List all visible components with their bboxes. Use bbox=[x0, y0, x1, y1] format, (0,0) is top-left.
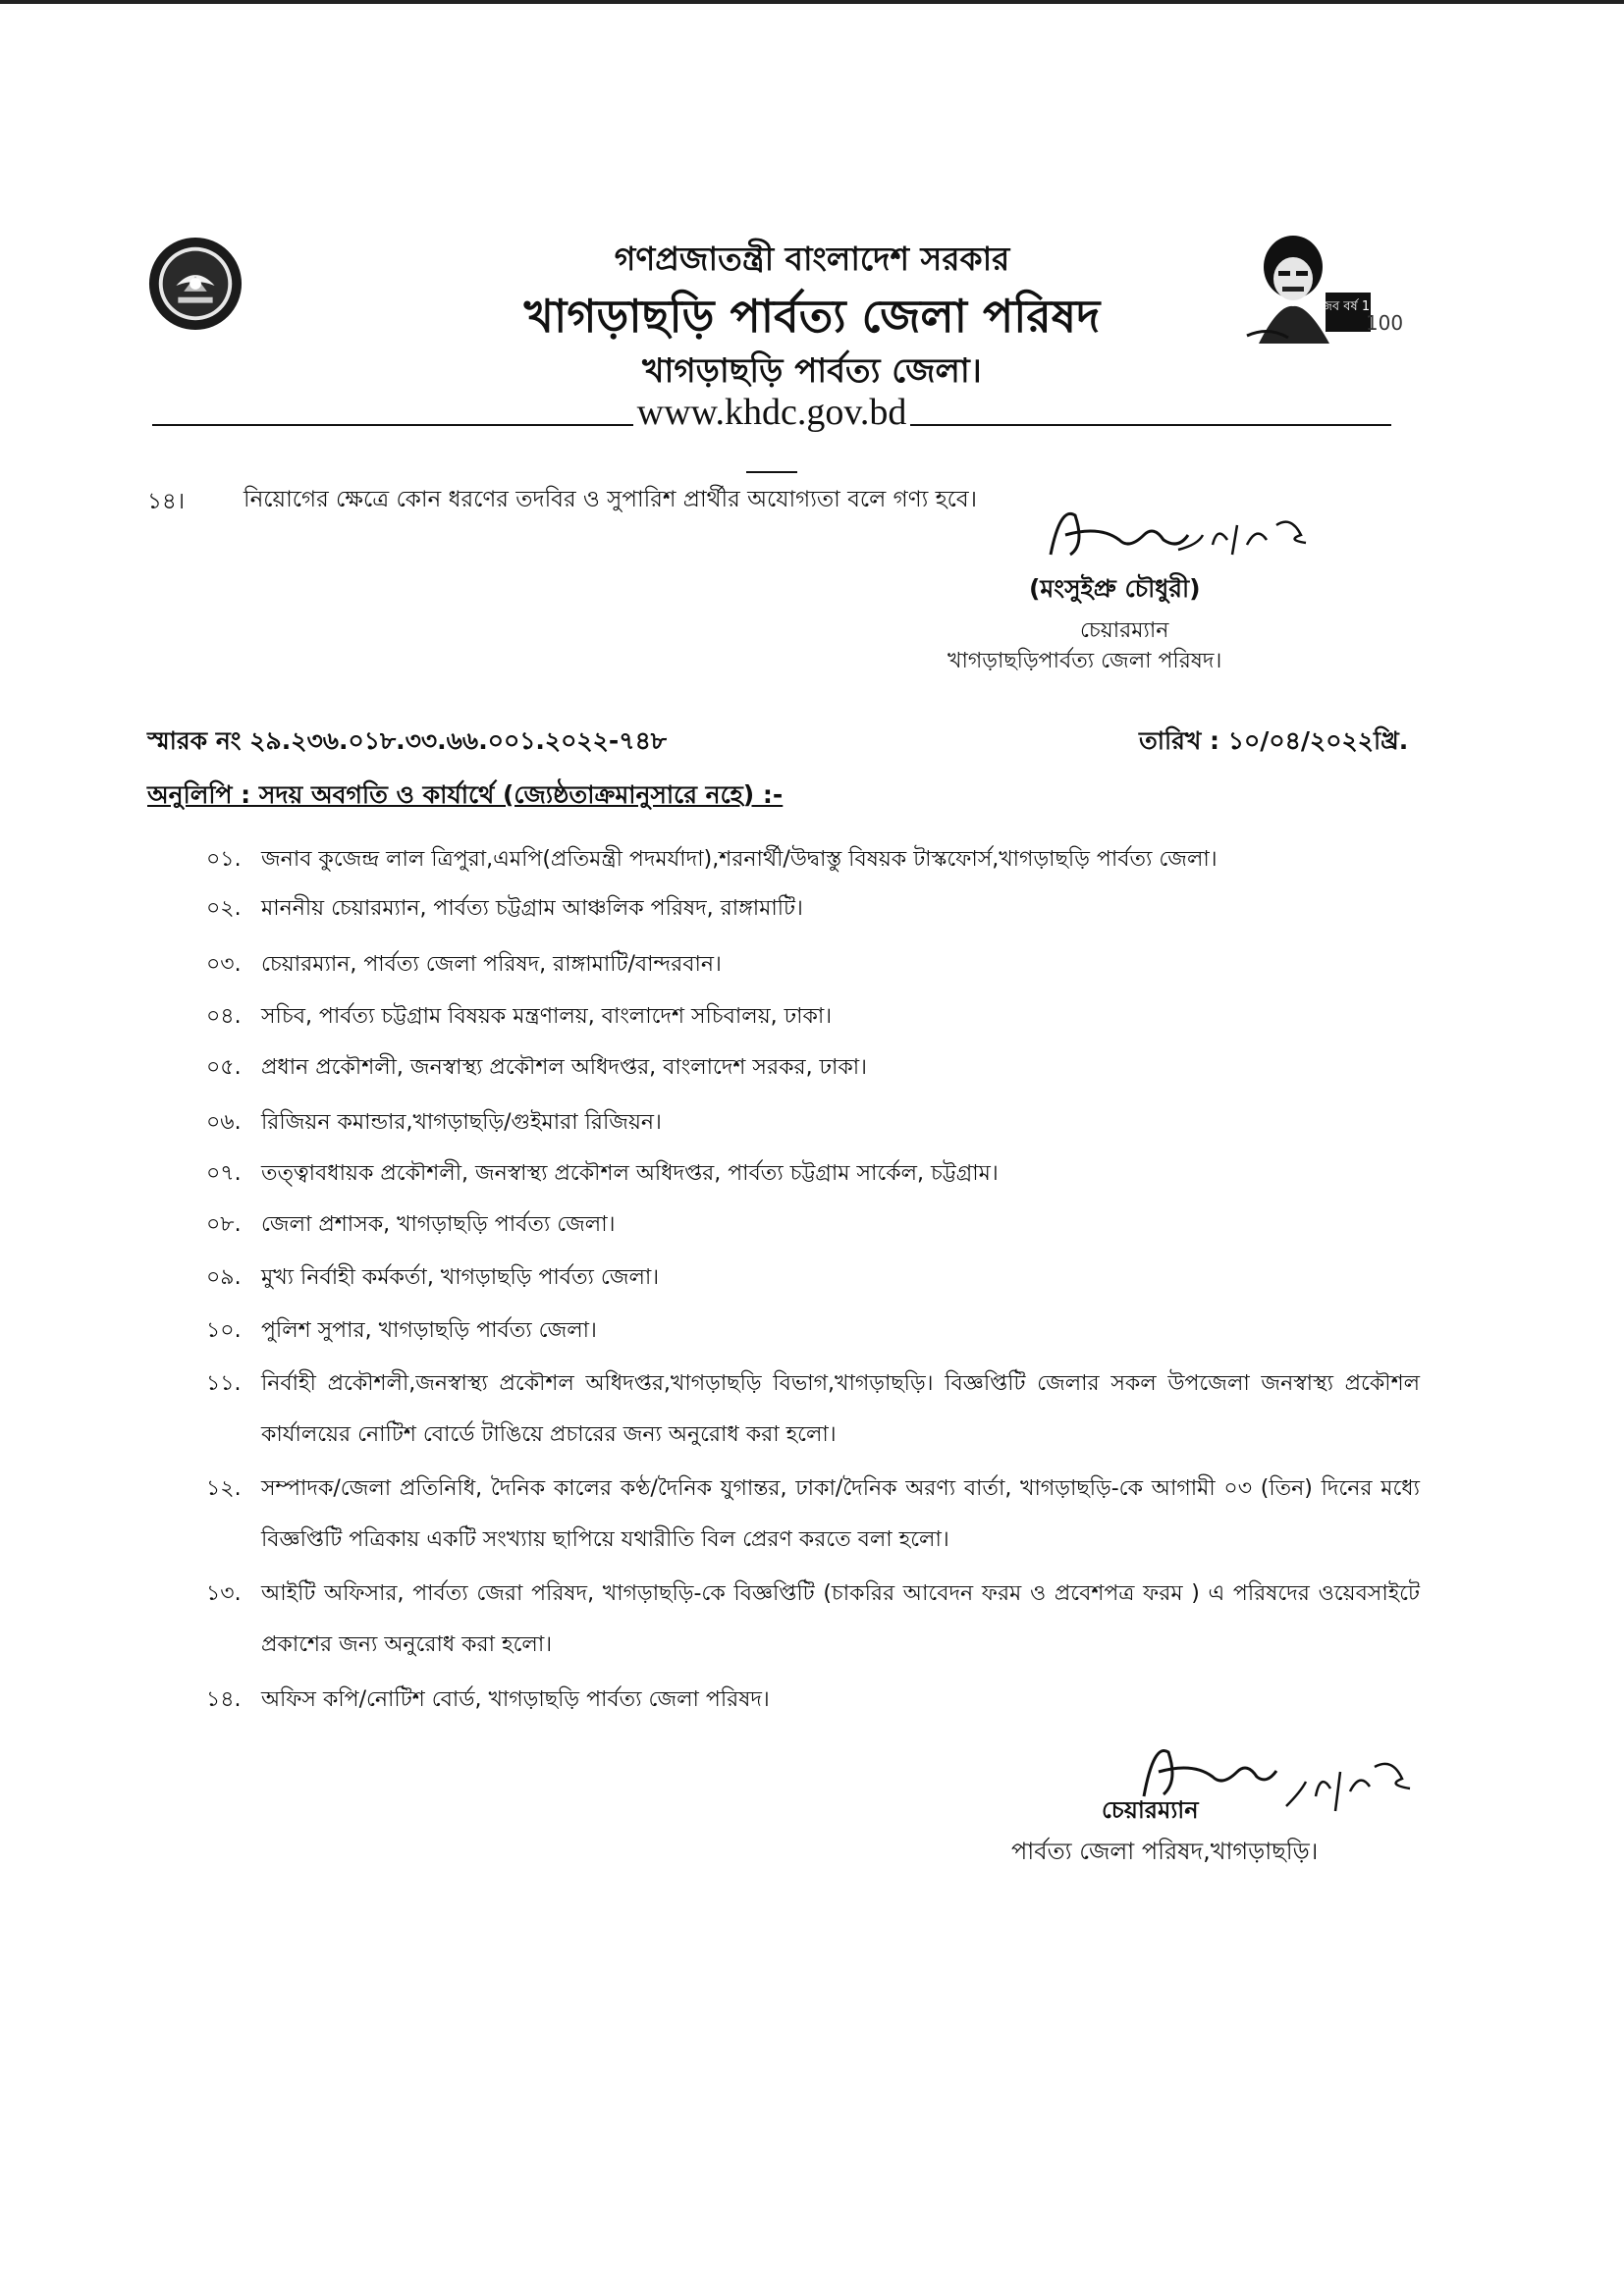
district-title: খাগড়াছড়ি পার্বত্য জেলা। bbox=[642, 351, 982, 391]
item-text: প্রধান প্রকৌশলী, জনস্বাস্থ্য প্রকৌশল অধিদপ্তর, বাংলাদেশ সরকর, ঢাকা। bbox=[261, 1055, 868, 1080]
svg-text:100: 100 bbox=[1365, 311, 1404, 335]
website-row bbox=[152, 391, 1391, 434]
item-text: সম্পাদক/জেলা প্রতিনিধি, দৈনিক কালের কণ্ঠ/দৈনিক যুগান্তর, ঢাকা/দৈনিক অরণ্য বার্তা, খাগড়াছড়ি-কে আগামী ০৩ (তিন) দিনের মধ্যে বিজ্ঞপ্তিটি পত্রিকায় একটি সংখ্যায় ছাপিয়ে যথারীতি বিল প্রেরণ করতে বলা হলো। bbox=[261, 1476, 1420, 1552]
memo-number: স্মারক নং ২৯.২৩৬.০১৮.৩৩.৬৬.০০১.২০২২-৭৪৮ bbox=[147, 726, 668, 755]
item-text: নির্বাহী প্রকৌশলী,জনস্বাস্থ্য প্রকৌশল অধিদপ্তর,খাগড়াছড়ি বিভাগ,খাগড়াছড়ি। বিজ্ঞপ্তিটি জেলার সকল উপজেলা জনস্বাস্থ্য প্রকৌশল কার্যালয়ের নোটিশ বোর্ডে টাঙিয়ে প্রচারের জন্য অনুরোধ করা হলো। bbox=[261, 1371, 1420, 1447]
item-number: ০১. bbox=[206, 847, 242, 872]
clause-text: নিয়োগের ক্ষেত্রে কোন ধরণের তদবির ও সুপারিশ প্রার্থীর অযোগ্যতা বলে গণ্য হবে। bbox=[244, 487, 977, 512]
item-text: আইটি অফিসার, পার্বত্য জেরা পরিষদ, খাগড়াছড়ি-কে বিজ্ঞপ্তিটি (চাকরির আবেদন ফরম ও প্রবেশপত্র ফরম ) এ পরিষদের ওয়েবসাইটে প্রকাশের জন্য অনুরোধ করা হলো। bbox=[261, 1581, 1420, 1657]
item-number: ০৬. bbox=[206, 1110, 242, 1135]
item-text: পুলিশ সুপার, খাগড়াছড়ি পার্বত্য জেলা। bbox=[261, 1318, 597, 1343]
header-rule-right bbox=[910, 424, 1391, 426]
item-number: ০৮. bbox=[206, 1212, 242, 1237]
logo-text-mujib: মুজিব বর্ষ 100 bbox=[1310, 299, 1386, 314]
signatory-designation: চেয়ারম্যান bbox=[1080, 618, 1169, 643]
item-number: ০৫. bbox=[206, 1055, 242, 1080]
government-title: গণপ্রজাতন্ত্রী বাংলাদেশ সরকার bbox=[614, 240, 1010, 278]
signatory-2-office: পার্বত্য জেলা পরিষদ,খাগড়াছড়ি। bbox=[1011, 1838, 1319, 1865]
distribution-heading: অনুলিপি : সদয় অবগতি ও কার্যার্থে (জ্যেষ্ঠতাক্রমানুসারে নহে) :- bbox=[147, 780, 784, 809]
item-text: তত্ত্বাবধায়ক প্রকৌশলী, জনস্বাস্থ্য প্রকৌশল অধিদপ্তর, পার্বত্য চট্টগ্রাম সার্কেল, চট্টগ্রাম। bbox=[261, 1161, 999, 1186]
item-number: ০৭. bbox=[206, 1161, 242, 1186]
clause-number: ১৪। bbox=[147, 489, 186, 514]
item-number: ১৩. bbox=[206, 1581, 242, 1606]
item-text: সচিব, পার্বত্য চট্টগ্রাম বিষয়ক মন্ত্রণালয়, বাংলাদেশ সচিবালয়, ঢাকা। bbox=[261, 1004, 833, 1029]
item-number: ০২. bbox=[206, 896, 242, 921]
item-text: জনাব কুজেন্দ্র লাল ত্রিপুরা,এমপি(প্রতিমন্ত্রী পদমর্যাদা),শরনার্থী/উদ্বাস্তু বিষয়ক টাস্কফোর্স,খাগড়াছড়ি পার্বত্য জেলা। bbox=[261, 847, 1218, 872]
signatory-2-designation: চেয়ারম্যান bbox=[1102, 1796, 1199, 1824]
signatory-office: খাগড়াছড়িপার্বত্য জেলা পরিষদ। bbox=[947, 649, 1222, 673]
scan-edge bbox=[0, 0, 1624, 4]
item-number: ০৪. bbox=[206, 1004, 242, 1029]
item-number: ০৩. bbox=[206, 952, 242, 977]
website-url: www.khdc.gov.bd bbox=[636, 392, 907, 433]
item-number: ১২. bbox=[206, 1476, 242, 1501]
item-text: জেলা প্রশাসক, খাগড়াছড়ি পার্বত্য জেলা। bbox=[261, 1212, 616, 1237]
item-number: ১১. bbox=[206, 1371, 242, 1396]
header-rule-left bbox=[152, 424, 633, 426]
handwritten-signature-1 bbox=[1031, 496, 1326, 574]
item-text: চেয়ারম্যান, পার্বত্য জেলা পরিষদ, রাঙ্গামাটি/বান্দরবান। bbox=[261, 952, 722, 977]
item-text: অফিস কপি/নোটিশ বোর্ড, খাগড়াছড়ি পার্বত্য জেলা পরিষদ। bbox=[261, 1687, 770, 1712]
item-text: মাননীয় চেয়ারম্যান, পার্বত্য চট্টগ্রাম আঞ্চলিক পরিষদ, রাঙ্গামাটি। bbox=[261, 896, 803, 921]
item-number: ১৪. bbox=[206, 1687, 242, 1712]
item-text: রিজিয়ন কমান্ডার,খাগড়াছড়ি/গুইমারা রিজিয়ন। bbox=[261, 1110, 662, 1135]
item-number: ১০. bbox=[206, 1318, 242, 1343]
item-number: ০৯. bbox=[206, 1265, 242, 1290]
signatory-name: (মংসুইপ্রু চৌধুরী) bbox=[1029, 574, 1201, 603]
council-title: খাগড়াছড়ি পার্বত্য জেলা পরিষদ bbox=[523, 290, 1101, 343]
item-text: মুখ্য নির্বাহী কর্মকর্তা, খাগড়াছড়ি পার্বত্য জেলা। bbox=[261, 1265, 660, 1290]
memo-date: তারিখ : ১০/০৪/২০২২খ্রি. bbox=[1139, 726, 1409, 755]
clause-overline bbox=[746, 471, 797, 473]
